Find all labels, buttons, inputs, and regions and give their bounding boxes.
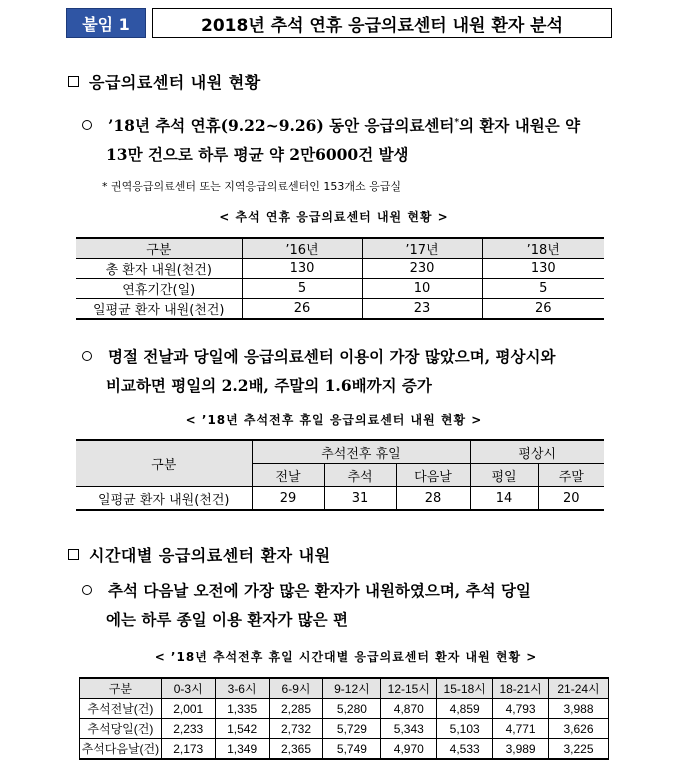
table3-header-row bbox=[80, 678, 609, 699]
table-row bbox=[76, 279, 604, 299]
bullet2-paragraph bbox=[82, 342, 642, 400]
table3-cell: 추석당일(건) bbox=[80, 719, 162, 739]
footnote-mark: * bbox=[454, 118, 460, 128]
table2-sub-cell: 주말 bbox=[538, 464, 604, 487]
table3-cell: 4,793 bbox=[493, 699, 549, 719]
table1-caption: < 추석 연휴 응급의료센터 내원 현황 > bbox=[219, 210, 449, 224]
table1-cell: 5 bbox=[482, 279, 604, 299]
bullet1-line1-post: 의 환자 내원은 약 bbox=[459, 116, 581, 136]
table2-cell: 29 bbox=[252, 487, 324, 511]
table3-caption: < ’18년 추석전후 휴일 시간대별 응급의료센터 환자 내원 현황 > bbox=[154, 650, 538, 664]
table3-cell: 2,173 bbox=[161, 739, 215, 760]
table3-cell: 4,859 bbox=[437, 699, 493, 719]
table1-cell: 23 bbox=[362, 299, 482, 320]
table3-cell: 2,732 bbox=[269, 719, 323, 739]
bullet2-line1: 명절 전날과 당일에 응급의료센터 이용이 가장 많았으며, 평상시와 bbox=[108, 347, 556, 366]
table3 bbox=[79, 677, 609, 760]
table3-cell: 5,729 bbox=[323, 719, 381, 739]
table3-cell: 5,103 bbox=[437, 719, 493, 739]
table3-cell: 5,749 bbox=[323, 739, 381, 760]
table2-cell: 14 bbox=[470, 487, 538, 511]
table2-sub-cell: 전날 bbox=[252, 464, 324, 487]
table3-cell: 2,365 bbox=[269, 739, 323, 760]
table1-header-row bbox=[76, 238, 604, 259]
table3-cell: 4,870 bbox=[381, 699, 437, 719]
table3-header-cell: 18-21시 bbox=[493, 678, 549, 699]
table-row bbox=[76, 487, 604, 511]
table3-cell: 추석다음날(건) bbox=[80, 739, 162, 760]
table3-cell: 1,349 bbox=[215, 739, 269, 760]
table3-cell: 4,771 bbox=[493, 719, 549, 739]
table1-cell: 일평균 환자 내원(천건) bbox=[76, 299, 242, 320]
table1-cell: 130 bbox=[242, 259, 362, 279]
table2-row-label: 일평균 환자 내원(천건) bbox=[76, 487, 252, 511]
table3-header-cell: 구분 bbox=[80, 678, 162, 699]
square-bullet-icon bbox=[68, 76, 79, 87]
section2-bullet-line2: 에는 하루 종일 이용 환자가 많은 편 bbox=[106, 610, 349, 629]
table-row bbox=[76, 259, 604, 279]
table1-cell: 26 bbox=[242, 299, 362, 320]
table1-cell: 26 bbox=[482, 299, 604, 320]
table3-cell: 2,001 bbox=[161, 699, 215, 719]
bullet1-line1-pre: ’18년 추석 연휴(9.22~9.26) 동안 응급의료센터 bbox=[108, 116, 455, 136]
table3-header-cell: 0-3시 bbox=[161, 678, 215, 699]
table2-sub-cell: 추석 bbox=[324, 464, 396, 487]
table3-header-cell: 12-15시 bbox=[381, 678, 437, 699]
table-row bbox=[80, 739, 609, 760]
attachment-badge: 붙임 1 bbox=[66, 8, 146, 38]
table3-cell: 3,989 bbox=[493, 739, 549, 760]
table1-header-cell: ’17년 bbox=[362, 238, 482, 259]
table3-cell: 2,285 bbox=[269, 699, 323, 719]
table3-cell: 2,233 bbox=[161, 719, 215, 739]
table2-group-holiday: 추석전후 휴일 bbox=[252, 440, 470, 464]
page-title: 2018년 추석 연휴 응급의료센터 내원 환자 분석 bbox=[152, 8, 612, 38]
table3-cell: 3,988 bbox=[549, 699, 609, 719]
table3-header-cell: 6-9시 bbox=[269, 678, 323, 699]
table1-cell: 10 bbox=[362, 279, 482, 299]
table3-cell: 3,626 bbox=[549, 719, 609, 739]
table2-caption: < ’18년 추석전후 휴일 응급의료센터 내원 현황 > bbox=[185, 413, 483, 427]
table1-cell: 5 bbox=[242, 279, 362, 299]
table1-cell: 130 bbox=[482, 259, 604, 279]
table3-cell: 5,280 bbox=[323, 699, 381, 719]
square-bullet-icon bbox=[68, 549, 79, 560]
table2-cell: 20 bbox=[538, 487, 604, 511]
section2-heading-text: 시간대별 응급의료센터 환자 내원 bbox=[89, 546, 331, 565]
circle-bullet-icon bbox=[82, 351, 92, 361]
footnote: * 권역응급의료센터 또는 지역응급의료센터인 153개소 응급실 bbox=[102, 180, 402, 193]
table-row bbox=[80, 699, 609, 719]
table2-group-row bbox=[76, 440, 604, 464]
table1-header-cell: ’16년 bbox=[242, 238, 362, 259]
table-row bbox=[76, 299, 604, 320]
table2-cell: 28 bbox=[396, 487, 470, 511]
circle-bullet-icon bbox=[82, 120, 92, 130]
table3-header-cell: 15-18시 bbox=[437, 678, 493, 699]
table3-cell: 추석전날(건) bbox=[80, 699, 162, 719]
bullet2-line2: 비교하면 평일의 2.2배, 주말의 1.6배까지 증가 bbox=[106, 376, 432, 395]
table1-cell: 연휴기간(일) bbox=[76, 279, 242, 299]
section2-heading bbox=[68, 543, 331, 566]
table3-cell: 4,970 bbox=[381, 739, 437, 760]
table2-group-normal: 평상시 bbox=[470, 440, 604, 464]
bullet1-paragraph bbox=[82, 109, 642, 169]
table2-label-header: 구분 bbox=[76, 440, 252, 487]
table1-header-cell: 구분 bbox=[76, 238, 242, 259]
table1 bbox=[76, 237, 604, 320]
table2-sub-cell: 다음날 bbox=[396, 464, 470, 487]
table3-cell: 4,533 bbox=[437, 739, 493, 760]
table3-header-cell: 9-12시 bbox=[323, 678, 381, 699]
table3-cell: 3,225 bbox=[549, 739, 609, 760]
section2-bullet-paragraph bbox=[82, 576, 642, 634]
table3-cell: 1,335 bbox=[215, 699, 269, 719]
table2-sub-cell: 평일 bbox=[470, 464, 538, 487]
section1-heading bbox=[68, 70, 261, 93]
table-row bbox=[80, 719, 609, 739]
table2 bbox=[76, 439, 604, 511]
table1-cell: 230 bbox=[362, 259, 482, 279]
table1-cell: 총 환자 내원(천건) bbox=[76, 259, 242, 279]
table3-cell: 1,542 bbox=[215, 719, 269, 739]
table1-header-cell: ’18년 bbox=[482, 238, 604, 259]
table3-header-cell: 21-24시 bbox=[549, 678, 609, 699]
section1-heading-text: 응급의료센터 내원 현황 bbox=[89, 73, 261, 92]
section2-bullet-line1: 추석 다음날 오전에 가장 많은 환자가 내원하였으며, 추석 당일 bbox=[108, 581, 531, 600]
circle-bullet-icon bbox=[82, 585, 92, 595]
bullet1-line2: 13만 건으로 하루 평균 약 2만6000건 발생 bbox=[106, 145, 409, 165]
table3-cell: 5,343 bbox=[381, 719, 437, 739]
table3-header-cell: 3-6시 bbox=[215, 678, 269, 699]
table2-cell: 31 bbox=[324, 487, 396, 511]
